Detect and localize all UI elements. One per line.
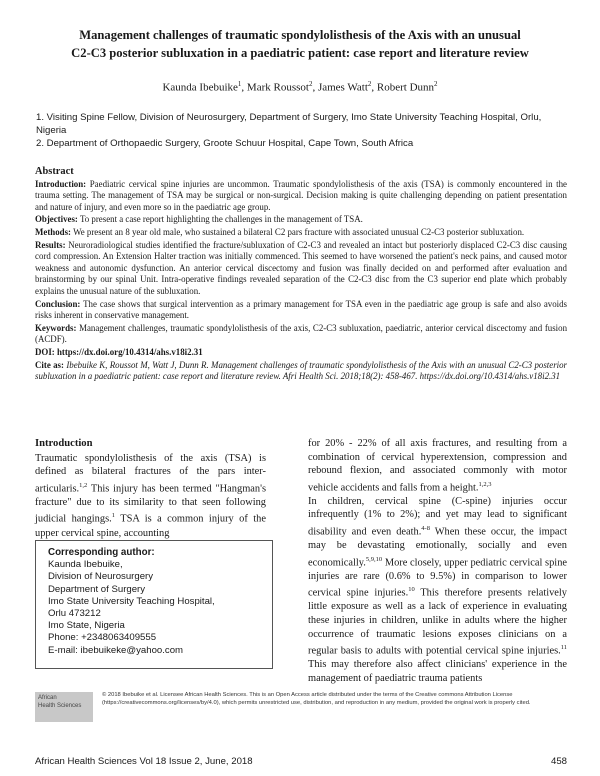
corr-email[interactable]: E-mail: ibebuikeke@yahoo.com bbox=[48, 644, 184, 656]
author-name: Kaunda Ibebuike bbox=[162, 81, 238, 94]
paragraph bbox=[308, 437, 567, 495]
reference-marker: 10 bbox=[408, 586, 415, 594]
label: Objectives: bbox=[35, 214, 78, 225]
corr-line: Kaunda Ibebuike, bbox=[48, 559, 123, 571]
right-column bbox=[308, 437, 567, 685]
corr-line: Department of Surgery bbox=[48, 583, 146, 595]
corr-line: Orlu 473212 bbox=[48, 608, 101, 620]
label: Methods: bbox=[35, 226, 71, 237]
label: Conclusion: bbox=[35, 298, 81, 309]
abstract-objectives bbox=[35, 214, 567, 226]
text: More closely, upper pediatric cervical spine injuries are rare (0.6% to 9.5%) in comparison to lower cervical spine injuries. bbox=[308, 557, 567, 599]
label: Results: bbox=[35, 239, 66, 250]
text: In children, cervical spine (C-spine) injuries occur infrequently (1% to 2%); and yet may lead to significant disability and even death. bbox=[308, 495, 567, 538]
author-affil-ref: 2 bbox=[308, 80, 313, 88]
abstract-conclusion bbox=[35, 299, 567, 322]
page-number: 458 bbox=[550, 756, 567, 767]
affiliation-2: 2. Department of Orthopaedic Surgery, Groote Schuur Hospital, Cape Town, South Africa bbox=[36, 138, 414, 149]
text: Neuroradiological studies identified the fracture/subluxation of C2-C3 and revealed an intact but posteriorly displaced C2-C3 disc causing cord compression. An Extension Halter traction was initially commenced. This seemed to have worsened the patient's neck pains, and caused motor weakness and autonomic dysfunction. An anterior cervical discectomy and fusion was finally decided on and performed after evaluation and brainstorming by our spinal Unit. Intra-operative findings revealed separation of the C2-C3 disc from the C3 superior end plate which probably explains the unusual nature of the subluxation. bbox=[35, 239, 567, 296]
reference-marker: 11 bbox=[560, 644, 567, 652]
license-text: © 2018 Ibebuike et al. Licensee African Health Sciences. This is an Open Access article distributed under the terms of the Creative commons Attribution License (https://creativecommons.org/licenses/by/4.0), which permits unrestricted use, distribution, and reproduction in any medium, provided the original work is properly cited. bbox=[102, 692, 531, 706]
text: Management challenges, traumatic spondylolisthesis of the axis, C2-C3 subluxation, paediatric, anterior cervical discectomy and fusion (ACDF). bbox=[35, 322, 568, 345]
introduction-heading: Introduction bbox=[35, 438, 93, 449]
corr-line: Division of Neurosurgery bbox=[48, 571, 154, 583]
reference-marker: 5,9,10 bbox=[365, 555, 383, 563]
abstract-methods bbox=[35, 227, 567, 239]
introduction-paragraph bbox=[35, 452, 266, 541]
text: Traumatic spondylolisthesis of the axis (TSA) is defined as bilateral fractures of the pars inter-articularis. bbox=[35, 452, 266, 495]
text: To present a case report highlighting the challenges in the management of TSA. bbox=[79, 214, 363, 225]
title-line-1: Management challenges of traumatic spondylolisthesis of the Axis with an unusual bbox=[79, 28, 521, 42]
text: This may therefore also affect clinicians' experience in the management of paediatric trauma patients bbox=[308, 659, 567, 684]
text: The case shows that surgical intervention as a primary management for TSA even in the paediatric age group is safe and also avoids risks inherent in conservative management. bbox=[35, 298, 567, 321]
footer-journal: African Health Sciences Vol 18 Issue 2, June, 2018 bbox=[35, 756, 253, 767]
abstract-results bbox=[35, 240, 567, 298]
text: This therefore presents relatively little exposure as well as a lack of experience in evaluating these injuries in children, unlike in adults where the higher occurrence of traumatic lesions exposes clinicians on a regular basis to adults with potential cervical spine injuries. bbox=[308, 587, 567, 657]
reference-marker: 1,2,3 bbox=[478, 480, 492, 488]
corresponding-author-box bbox=[35, 540, 273, 669]
label: Keywords: bbox=[35, 322, 77, 333]
author-list: Kaunda Ibebuike$^1$, Mark Roussot$^2$, James Watt$^2$, Robert Dunn$^2$ bbox=[162, 80, 438, 94]
paragraph bbox=[308, 495, 567, 686]
text: When these occur, the impact may be devastating emotionally, socially and even economically. bbox=[308, 526, 567, 569]
abstract bbox=[35, 166, 567, 384]
affiliation-1: 1. Visiting Spine Fellow, Division of Neurosurgery, Department of Surgery, Imo State University Teaching Hospital, Orlu, Nigeria bbox=[36, 112, 542, 136]
text: We present an 8 year old male, who sustained a bilateral C2 pars fracture with associated unusual C2-C3 posterior subluxation. bbox=[73, 226, 525, 237]
corr-line: Phone: +2348063409555 bbox=[48, 632, 157, 644]
journal-badge bbox=[35, 692, 93, 722]
abstract-introduction bbox=[35, 179, 567, 214]
label: Introduction: bbox=[35, 178, 87, 189]
reference-marker: 1 bbox=[111, 512, 115, 520]
abstract-heading: Abstract bbox=[35, 166, 74, 177]
corresponding-author-heading: Corresponding author: bbox=[48, 547, 155, 558]
abstract-keywords bbox=[35, 323, 567, 346]
cite-as bbox=[35, 360, 567, 383]
left-column bbox=[35, 437, 266, 540]
text: Paediatric cervical spine injuries are uncommon. Traumatic spondylolisthesis of the axis (TSA) is commonly encountered in the trauma setting. The management of TSA may be surgical or non-surgical. Decision making is quite challenging depending on patient presentation and nature of injury, and even more so in the paediatric age group. bbox=[35, 178, 567, 212]
author-name: Mark Roussot bbox=[246, 81, 309, 94]
label: Cite as: bbox=[35, 359, 64, 370]
corr-line: Imo State, Nigeria bbox=[48, 620, 125, 632]
title-line-2: C2-C3 posterior subluxation in a paediatric patient: case report and literature review bbox=[71, 46, 529, 60]
badge-line: Health Sciences bbox=[38, 702, 82, 709]
text: Ibebuike K, Roussot M, Watt J, Dunn R. Management challenges of traumatic spondylolisthesis of the Axis with an unusual C2-C3 posterior subluxation in a paediatric patient: case report and literature review. Afri Health Sci. 2018;18(2): 458-467. https://dx.doi.org/10.4314/ahs.v18i2.31 bbox=[35, 359, 568, 382]
reference-marker: 1,2 bbox=[79, 481, 88, 489]
author-affil-ref: 2 bbox=[434, 80, 438, 88]
doi-link[interactable]: DOI: https://dx.doi.org/10.4314/ahs.v18i2.31 bbox=[35, 346, 203, 357]
text: TSA is a common injury of the upper cervical spine, accounting bbox=[35, 513, 266, 539]
author-name: James Watt bbox=[317, 81, 368, 94]
author-affil-ref: 2 bbox=[367, 80, 372, 88]
text: This injury has been termed "Hangman's fracture" due to its similarity to that seen following judicial hangings. bbox=[35, 483, 266, 525]
reference-marker: 4-8 bbox=[421, 525, 430, 533]
author-affil-ref: 1 bbox=[237, 80, 242, 88]
author-name: Robert Dunn bbox=[376, 81, 435, 94]
badge-line: African bbox=[38, 695, 57, 701]
text: for 20% - 22% of all axis fractures, and resulting from a combination of cervical hyperextension, compression and rebound flexion, and associated commonly with motor vehicle accidents and falls from a height. bbox=[308, 438, 567, 494]
paper-title bbox=[30, 26, 570, 62]
corr-line: Imo State University Teaching Hospital, bbox=[48, 595, 215, 607]
